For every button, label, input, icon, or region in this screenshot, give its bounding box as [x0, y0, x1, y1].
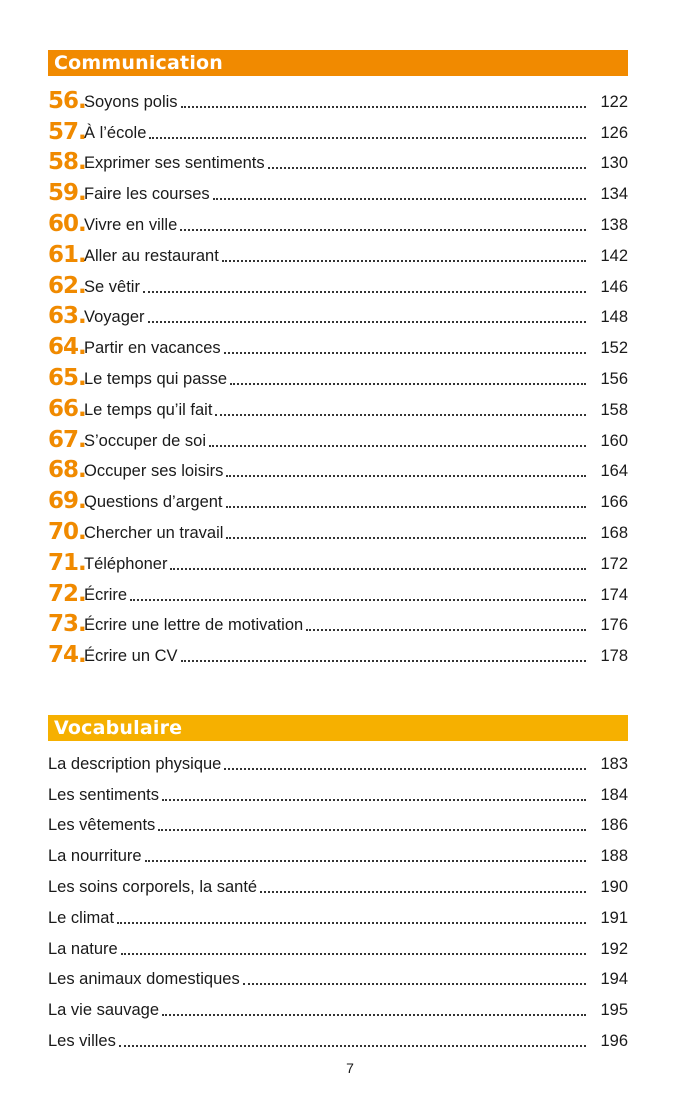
dot-leader	[170, 568, 586, 570]
dot-leader	[215, 414, 586, 416]
toc-entry[interactable]	[48, 421, 628, 452]
dot-leader	[224, 352, 586, 354]
page-ref: 191	[600, 908, 628, 927]
dot-leader	[224, 768, 586, 770]
dot-leader	[162, 799, 586, 801]
chapter-number: 70.	[48, 518, 86, 545]
dot-leader	[226, 506, 586, 508]
page-ref: 194	[600, 970, 628, 989]
page-ref: 134	[600, 185, 628, 204]
entry-title: Vivre en ville	[84, 215, 178, 234]
dot-leader	[145, 860, 586, 862]
dot-leader	[149, 137, 586, 139]
chapter-number: 58.	[48, 149, 86, 176]
dot-leader	[181, 660, 586, 662]
dot-leader	[260, 891, 586, 893]
entry-title: Occuper ses loisirs	[84, 462, 224, 481]
toc-entry[interactable]	[48, 575, 628, 606]
chapter-number: 59.	[48, 180, 86, 207]
entry-title: S’occuper de soi	[84, 431, 206, 450]
entry-title: Chercher un travail	[84, 523, 224, 542]
chapter-number: 66.	[48, 395, 86, 422]
entry-title: Les sentiments	[48, 785, 159, 804]
page-ref: 192	[600, 939, 628, 958]
chapter-number: 71.	[48, 549, 86, 576]
toc-entry[interactable]	[48, 929, 628, 960]
page-ref: 186	[600, 816, 628, 835]
page-ref: 176	[600, 616, 628, 635]
entry-title: La nourriture	[48, 847, 142, 866]
toc-entry[interactable]	[48, 836, 628, 867]
toc-entry[interactable]	[48, 636, 628, 667]
toc-entry[interactable]	[48, 267, 628, 298]
communication-toc-list	[48, 82, 628, 667]
toc-entry[interactable]	[48, 898, 628, 929]
entry-title: Questions d’argent	[84, 493, 223, 512]
page-ref: 122	[600, 92, 628, 111]
dot-leader	[181, 106, 586, 108]
page-ref: 152	[600, 339, 628, 358]
dot-leader	[119, 1045, 586, 1047]
toc-entry[interactable]	[48, 867, 628, 898]
vocabulaire-section	[48, 715, 628, 1052]
entry-title: La description physique	[48, 754, 222, 773]
chapter-number: 72.	[48, 580, 86, 607]
page-ref: 164	[600, 462, 628, 481]
chapter-number: 63.	[48, 303, 86, 330]
entry-title: Écrire	[84, 585, 128, 604]
entry-title: Soyons polis	[84, 92, 178, 111]
toc-entry[interactable]	[48, 144, 628, 175]
toc-entry[interactable]	[48, 806, 628, 837]
toc-entry[interactable]	[48, 482, 628, 513]
page-ref: 172	[600, 554, 628, 573]
dot-leader	[121, 953, 586, 955]
toc-entry[interactable]	[48, 1021, 628, 1052]
entry-title: À l’école	[84, 123, 147, 142]
toc-entry[interactable]	[48, 544, 628, 575]
vocabulaire-toc-list	[48, 744, 628, 1052]
page-ref: 126	[600, 123, 628, 142]
dot-leader	[158, 829, 586, 831]
page-ref: 142	[600, 246, 628, 265]
vocabulaire-header: Vocabulaire	[48, 715, 628, 741]
entry-title: Écrire un CV	[84, 647, 178, 666]
toc-entry[interactable]	[48, 513, 628, 544]
toc-entry[interactable]	[48, 990, 628, 1021]
toc-entry[interactable]	[48, 452, 628, 483]
page-ref: 178	[600, 647, 628, 666]
entry-title: La nature	[48, 939, 118, 958]
entry-title: Le temps qu’il fait	[84, 400, 213, 419]
chapter-number: 62.	[48, 272, 86, 299]
toc-entry[interactable]	[48, 82, 628, 113]
entry-title: Voyager	[84, 308, 145, 327]
communication-section	[48, 50, 628, 667]
chapter-number: 57.	[48, 118, 86, 145]
page-ref: 168	[600, 523, 628, 542]
dot-leader	[117, 922, 586, 924]
page-ref: 188	[600, 847, 628, 866]
entry-title: Les villes	[48, 1031, 116, 1050]
entry-title: Téléphoner	[84, 554, 168, 573]
dot-leader	[230, 383, 586, 385]
page-ref: 138	[600, 215, 628, 234]
chapter-number: 67.	[48, 426, 86, 453]
page-ref: 130	[600, 154, 628, 173]
toc-entry[interactable]	[48, 960, 628, 991]
toc-entry[interactable]	[48, 328, 628, 359]
toc-entry[interactable]	[48, 775, 628, 806]
entry-title: Se vêtir	[84, 277, 140, 296]
toc-entry[interactable]	[48, 205, 628, 236]
page-ref: 190	[600, 877, 628, 896]
page-ref: 183	[600, 754, 628, 773]
entry-title: Le temps qui passe	[84, 369, 228, 388]
toc-entry[interactable]	[48, 298, 628, 329]
entry-title: Les animaux domestiques	[48, 970, 240, 989]
entry-title: Exprimer ses sentiments	[84, 154, 265, 173]
toc-entry[interactable]	[48, 744, 628, 775]
dot-leader	[143, 291, 586, 293]
entry-title: Partir en vacances	[84, 339, 221, 358]
dot-leader	[226, 537, 586, 539]
chapter-number: 61.	[48, 241, 86, 268]
chapter-number: 56.	[48, 87, 86, 114]
chapter-number: 73.	[48, 611, 86, 638]
page-ref: 156	[600, 369, 628, 388]
dot-leader	[222, 260, 586, 262]
entry-title: Aller au restaurant	[84, 246, 219, 265]
chapter-number: 65.	[48, 364, 86, 391]
chapter-number: 68.	[48, 457, 86, 484]
entry-title: Écrire une lettre de motivation	[84, 616, 304, 635]
dot-leader	[306, 629, 586, 631]
dot-leader	[226, 475, 586, 477]
chapter-number: 64.	[48, 334, 86, 361]
chapter-number: 74.	[48, 642, 86, 669]
page-ref: 195	[600, 1001, 628, 1020]
page-ref: 160	[600, 431, 628, 450]
page-ref: 184	[600, 785, 628, 804]
entry-title: Le climat	[48, 908, 115, 927]
entry-title: Les soins corporels, la santé	[48, 877, 258, 896]
dot-leader	[268, 167, 586, 169]
toc-entry[interactable]	[48, 359, 628, 390]
chapter-number: 60.	[48, 210, 86, 237]
dot-leader	[209, 445, 586, 447]
dot-leader	[180, 229, 586, 231]
toc-entry[interactable]	[48, 606, 628, 637]
page-ref: 174	[600, 585, 628, 604]
page-ref: 196	[600, 1031, 628, 1050]
toc-entry[interactable]	[48, 236, 628, 267]
dot-leader	[213, 198, 586, 200]
toc-entry[interactable]	[48, 113, 628, 144]
toc-entry[interactable]	[48, 390, 628, 421]
entry-title: La vie sauvage	[48, 1001, 159, 1020]
entry-title: Faire les courses	[84, 185, 210, 204]
page-number: 7	[346, 1060, 354, 1076]
page-ref: 166	[600, 493, 628, 512]
dot-leader	[243, 983, 586, 985]
dot-leader	[130, 599, 586, 601]
entry-title: Les vêtements	[48, 816, 156, 835]
dot-leader	[148, 321, 586, 323]
page-ref: 148	[600, 308, 628, 327]
dot-leader	[162, 1014, 586, 1016]
chapter-number: 69.	[48, 488, 86, 515]
page-ref: 146	[600, 277, 628, 296]
page-ref: 158	[600, 400, 628, 419]
toc-entry[interactable]	[48, 174, 628, 205]
communication-header: Communication	[48, 50, 628, 76]
